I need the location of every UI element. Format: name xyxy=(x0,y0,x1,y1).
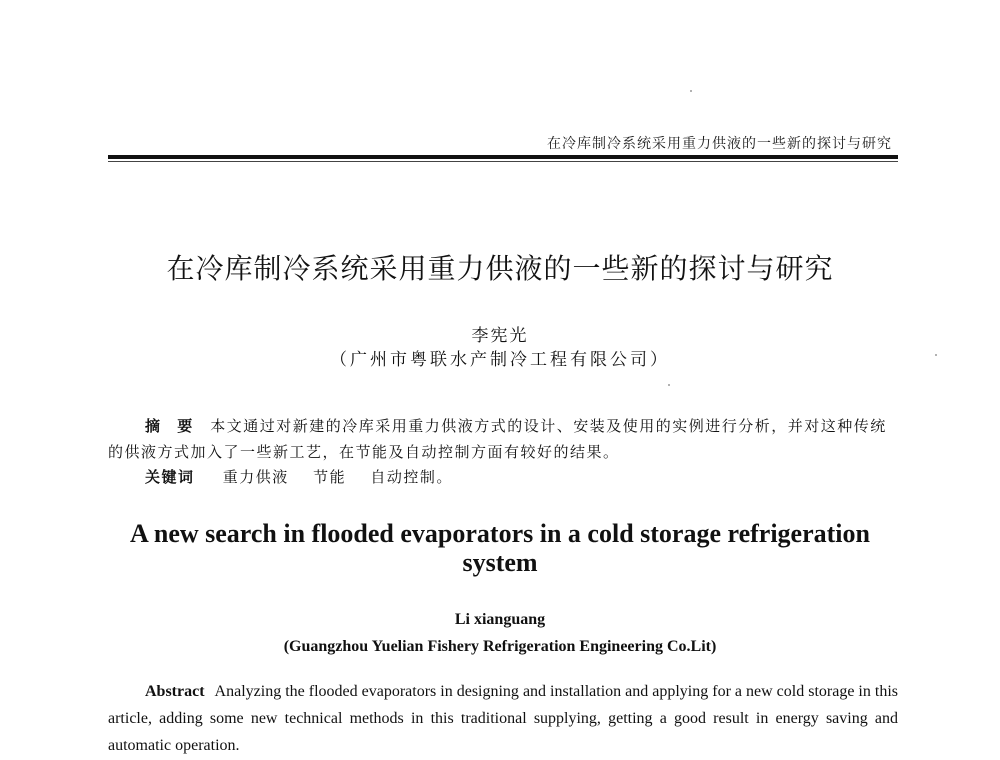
keyword: 自动控制。 xyxy=(370,468,453,486)
chinese-abstract-text: 本文通过对新建的冷库采用重力供液方式的设计、安装及使用的实例进行分析，并对这种传统的供液方式加入了一些新工艺，在节能及自动控制方面有较好的结果。 xyxy=(108,417,887,461)
chinese-title: 在冷库制冷系统采用重力供液的一些新的探讨与研究 xyxy=(166,252,834,285)
header-rule-thick xyxy=(108,155,898,159)
scan-speck xyxy=(690,90,692,92)
running-header: 在冷库制冷系统采用重力供液的一些新的探讨与研究 xyxy=(547,136,892,152)
keyword: 重力供液 xyxy=(222,468,289,486)
chinese-keywords xyxy=(145,466,471,487)
chinese-abstract xyxy=(108,413,900,465)
scan-speck xyxy=(668,384,670,386)
chinese-affiliation: （广州市粤联水产制冷工程有限公司） xyxy=(330,350,670,370)
keyword: 节能 xyxy=(313,468,347,486)
chinese-keywords-label: 关键词 xyxy=(145,468,195,486)
scan-speck xyxy=(935,354,937,356)
header-rule-thin xyxy=(108,161,898,162)
english-abstract xyxy=(108,678,898,759)
chinese-abstract-label: 摘 要 xyxy=(145,417,199,435)
english-affiliation: (Guangzhou Yuelian Fishery Refrigeration Engineering Co.Lit) xyxy=(283,638,717,655)
english-abstract-label: Abstract xyxy=(145,683,205,700)
chinese-author: 李宪光 xyxy=(471,326,529,346)
english-abstract-text: Analyzing the flooded evaporators in designing and installation and applying for a new cold storage in this article, adding some new technical methods in this traditional supplying, getting a good result in energy saving and automatic operation. xyxy=(108,683,898,754)
english-author: Li xianguang xyxy=(454,611,546,628)
english-title: A new search in flooded evaporators in a cold storage refrigeration system xyxy=(130,519,870,577)
